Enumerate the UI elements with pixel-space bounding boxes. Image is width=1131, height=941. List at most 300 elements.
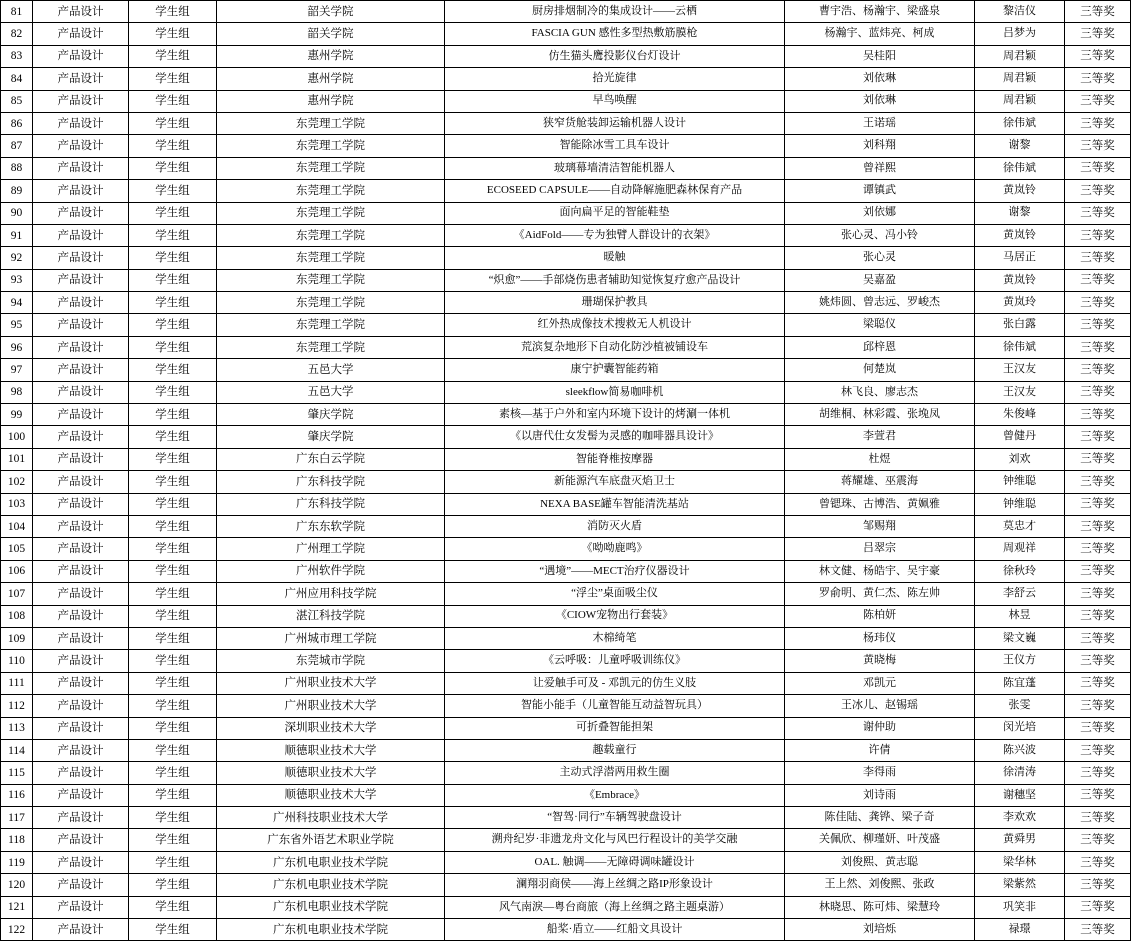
cell-author: 蒋耀雄、巫震海: [785, 471, 975, 493]
cell-serial-number: 109: [1, 627, 33, 649]
cell-serial-number: 93: [1, 269, 33, 291]
cell-serial-number: 90: [1, 202, 33, 224]
table-row: [1, 896, 1131, 918]
cell-group: 学生组: [129, 202, 217, 224]
cell-school: 五邑大学: [217, 359, 445, 381]
cell-prize: 三等奖: [1065, 247, 1131, 269]
cell-school: 广州理工学院: [217, 538, 445, 560]
cell-category: 产品设计: [33, 627, 129, 649]
cell-prize: 三等奖: [1065, 157, 1131, 179]
cell-author: 梁聪仪: [785, 314, 975, 336]
cell-school: 广东东软学院: [217, 515, 445, 537]
table-row: [1, 448, 1131, 470]
cell-teacher: 谢穗坚: [975, 784, 1065, 806]
cell-teacher: 黄岚铃: [975, 269, 1065, 291]
cell-prize: 三等奖: [1065, 583, 1131, 605]
cell-work-title: 素核—基于户外和室内环境下设计的烤涮一体机: [445, 404, 785, 426]
cell-serial-number: 114: [1, 739, 33, 761]
cell-serial-number: 100: [1, 426, 33, 448]
cell-work-title: 澜翔羽商侯——海上丝绸之路IP形象设计: [445, 874, 785, 896]
cell-teacher: 钟维聪: [975, 471, 1065, 493]
cell-group: 学生组: [129, 471, 217, 493]
cell-author: 杜煜: [785, 448, 975, 470]
cell-prize: 三等奖: [1065, 807, 1131, 829]
cell-teacher: 钟维聪: [975, 493, 1065, 515]
cell-work-title: 狭窄货舱装卸运输机器人设计: [445, 112, 785, 134]
cell-school: 广东机电职业技术学院: [217, 851, 445, 873]
cell-school: 湛江科技学院: [217, 605, 445, 627]
cell-serial-number: 97: [1, 359, 33, 381]
cell-category: 产品设计: [33, 1, 129, 23]
cell-serial-number: 94: [1, 292, 33, 314]
cell-category: 产品设计: [33, 157, 129, 179]
cell-teacher: 王汉友: [975, 359, 1065, 381]
cell-school: 广州职业技术大学: [217, 695, 445, 717]
cell-author: 邹赐翔: [785, 515, 975, 537]
cell-group: 学生组: [129, 1, 217, 23]
cell-author: 姚炜圆、曾志远、罗峻杰: [785, 292, 975, 314]
cell-work-title: 智能小能手（儿童智能互动益智玩具）: [445, 695, 785, 717]
cell-author: 李萱君: [785, 426, 975, 448]
cell-group: 学生组: [129, 896, 217, 918]
cell-prize: 三等奖: [1065, 68, 1131, 90]
cell-group: 学生组: [129, 807, 217, 829]
cell-author: 谢仲助: [785, 717, 975, 739]
cell-serial-number: 119: [1, 851, 33, 873]
cell-serial-number: 101: [1, 448, 33, 470]
cell-category: 产品设计: [33, 202, 129, 224]
cell-serial-number: 108: [1, 605, 33, 627]
cell-work-title: 拾光旋律: [445, 68, 785, 90]
cell-author: 邱梓恩: [785, 336, 975, 358]
cell-school: 广东机电职业技术学院: [217, 896, 445, 918]
cell-category: 产品设计: [33, 269, 129, 291]
cell-teacher: 闵光培: [975, 717, 1065, 739]
cell-work-title: “炽愈”——手部烧伤患者辅助知觉恢复疗愈产品设计: [445, 269, 785, 291]
table-row: [1, 90, 1131, 112]
cell-serial-number: 111: [1, 672, 33, 694]
cell-category: 产品设计: [33, 493, 129, 515]
cell-teacher: 周观祥: [975, 538, 1065, 560]
cell-prize: 三等奖: [1065, 224, 1131, 246]
cell-category: 产品设计: [33, 135, 129, 157]
table-row: [1, 851, 1131, 873]
table-row: [1, 695, 1131, 717]
table-row: [1, 269, 1131, 291]
cell-teacher: 李舒云: [975, 583, 1065, 605]
cell-group: 学生组: [129, 112, 217, 134]
cell-prize: 三等奖: [1065, 919, 1131, 941]
table-row: [1, 605, 1131, 627]
cell-prize: 三等奖: [1065, 784, 1131, 806]
cell-category: 产品设计: [33, 292, 129, 314]
cell-teacher: 莫忠才: [975, 515, 1065, 537]
cell-work-title: “智驾·同行”车辆驾驶盘设计: [445, 807, 785, 829]
cell-teacher: 吕梦为: [975, 23, 1065, 45]
cell-group: 学生组: [129, 314, 217, 336]
cell-author: 关佩欣、柳瑾妍、叶茂盛: [785, 829, 975, 851]
cell-serial-number: 89: [1, 180, 33, 202]
cell-group: 学生组: [129, 515, 217, 537]
cell-work-title: 消防灭火盾: [445, 515, 785, 537]
table-row: [1, 381, 1131, 403]
cell-group: 学生组: [129, 672, 217, 694]
table-row: [1, 471, 1131, 493]
cell-category: 产品设计: [33, 23, 129, 45]
cell-teacher: 黄岚玲: [975, 292, 1065, 314]
cell-school: 广州职业技术大学: [217, 672, 445, 694]
cell-group: 学生组: [129, 851, 217, 873]
cell-author: 王冰儿、赵锡瑶: [785, 695, 975, 717]
cell-school: 顺德职业技术大学: [217, 762, 445, 784]
cell-category: 产品设计: [33, 650, 129, 672]
cell-author: 刘依娜: [785, 202, 975, 224]
cell-serial-number: 106: [1, 560, 33, 582]
cell-author: 胡维桐、林彩霞、张堍凤: [785, 404, 975, 426]
cell-teacher: 黄岚铃: [975, 224, 1065, 246]
cell-teacher: 刘欢: [975, 448, 1065, 470]
cell-category: 产品设计: [33, 695, 129, 717]
cell-group: 学生组: [129, 605, 217, 627]
cell-prize: 三等奖: [1065, 314, 1131, 336]
cell-teacher: 梁华林: [975, 851, 1065, 873]
cell-teacher: 陈兴波: [975, 739, 1065, 761]
cell-prize: 三等奖: [1065, 851, 1131, 873]
cell-prize: 三等奖: [1065, 448, 1131, 470]
cell-school: 东莞理工学院: [217, 336, 445, 358]
table-row: [1, 112, 1131, 134]
cell-school: 东莞理工学院: [217, 180, 445, 202]
cell-serial-number: 95: [1, 314, 33, 336]
cell-author: 罗俞明、黄仁杰、陈左帅: [785, 583, 975, 605]
cell-prize: 三等奖: [1065, 627, 1131, 649]
cell-school: 肇庆学院: [217, 404, 445, 426]
cell-teacher: 张白露: [975, 314, 1065, 336]
table-row: [1, 874, 1131, 896]
cell-prize: 三等奖: [1065, 896, 1131, 918]
cell-prize: 三等奖: [1065, 471, 1131, 493]
table-row: [1, 426, 1131, 448]
cell-work-title: 《以唐代仕女发髻为灵感的咖啡器具设计》: [445, 426, 785, 448]
cell-group: 学生组: [129, 292, 217, 314]
cell-work-title: 主动式浮潜两用救生圈: [445, 762, 785, 784]
cell-prize: 三等奖: [1065, 90, 1131, 112]
cell-school: 广东机电职业技术学院: [217, 874, 445, 896]
cell-prize: 三等奖: [1065, 650, 1131, 672]
cell-work-title: “浮尘”桌面吸尘仪: [445, 583, 785, 605]
cell-prize: 三等奖: [1065, 538, 1131, 560]
cell-category: 产品设计: [33, 896, 129, 918]
cell-teacher: 谢黎: [975, 135, 1065, 157]
cell-work-title: 《AidFold——专为独臂人群设计的衣架》: [445, 224, 785, 246]
cell-teacher: 张雯: [975, 695, 1065, 717]
cell-teacher: 黎洁仪: [975, 1, 1065, 23]
cell-work-title: 仿生猫头鹰投影仪台灯设计: [445, 45, 785, 67]
table-row: [1, 784, 1131, 806]
table-row: [1, 404, 1131, 426]
cell-work-title: 暖触: [445, 247, 785, 269]
cell-category: 产品设计: [33, 919, 129, 941]
cell-category: 产品设计: [33, 381, 129, 403]
cell-serial-number: 115: [1, 762, 33, 784]
cell-category: 产品设计: [33, 448, 129, 470]
cell-category: 产品设计: [33, 68, 129, 90]
cell-work-title: 溯舟纪岁·非遗龙舟文化与风巴行程设计的美学交融: [445, 829, 785, 851]
cell-prize: 三等奖: [1065, 23, 1131, 45]
cell-school: 顺德职业技术大学: [217, 739, 445, 761]
cell-prize: 三等奖: [1065, 202, 1131, 224]
cell-school: 广东省外语艺术职业学院: [217, 829, 445, 851]
table-row: [1, 672, 1131, 694]
cell-category: 产品设计: [33, 515, 129, 537]
cell-category: 产品设计: [33, 180, 129, 202]
cell-author: 刘俊熙、黄志聪: [785, 851, 975, 873]
table-row: [1, 583, 1131, 605]
cell-group: 学生组: [129, 180, 217, 202]
cell-school: 广东机电职业技术学院: [217, 919, 445, 941]
table-row: [1, 538, 1131, 560]
cell-school: 惠州学院: [217, 68, 445, 90]
cell-author: 吕翠宗: [785, 538, 975, 560]
table-row: [1, 292, 1131, 314]
cell-group: 学生组: [129, 269, 217, 291]
table-row: [1, 202, 1131, 224]
cell-school: 惠州学院: [217, 45, 445, 67]
cell-school: 广州应用科技学院: [217, 583, 445, 605]
cell-teacher: 禄璟: [975, 919, 1065, 941]
cell-teacher: 林昱: [975, 605, 1065, 627]
cell-serial-number: 104: [1, 515, 33, 537]
cell-group: 学生组: [129, 874, 217, 896]
cell-serial-number: 91: [1, 224, 33, 246]
cell-prize: 三等奖: [1065, 292, 1131, 314]
cell-work-title: “遇境”——MECT治疗仪器设计: [445, 560, 785, 582]
table-row: [1, 135, 1131, 157]
cell-school: 广东白云学院: [217, 448, 445, 470]
cell-prize: 三等奖: [1065, 515, 1131, 537]
cell-category: 产品设计: [33, 112, 129, 134]
cell-category: 产品设计: [33, 359, 129, 381]
cell-teacher: 朱俊峰: [975, 404, 1065, 426]
cell-prize: 三等奖: [1065, 717, 1131, 739]
cell-author: 谭镇武: [785, 180, 975, 202]
cell-author: 曹宇浩、杨瀚宇、梁盛泉: [785, 1, 975, 23]
cell-work-title: 《Embrace》: [445, 784, 785, 806]
cell-group: 学生组: [129, 426, 217, 448]
cell-work-title: 让爱触手可及 - 邓凯元的仿生义肢: [445, 672, 785, 694]
cell-author: 李得雨: [785, 762, 975, 784]
cell-author: 吴桂阳: [785, 45, 975, 67]
cell-school: 韶关学院: [217, 23, 445, 45]
cell-teacher: 梁文巍: [975, 627, 1065, 649]
table-row: [1, 336, 1131, 358]
cell-group: 学生组: [129, 157, 217, 179]
cell-category: 产品设计: [33, 829, 129, 851]
cell-group: 学生组: [129, 538, 217, 560]
cell-serial-number: 85: [1, 90, 33, 112]
cell-teacher: 徐伟斌: [975, 157, 1065, 179]
cell-serial-number: 82: [1, 23, 33, 45]
cell-group: 学生组: [129, 224, 217, 246]
cell-serial-number: 86: [1, 112, 33, 134]
cell-serial-number: 92: [1, 247, 33, 269]
cell-prize: 三等奖: [1065, 695, 1131, 717]
cell-group: 学生组: [129, 627, 217, 649]
cell-category: 产品设计: [33, 784, 129, 806]
cell-prize: 三等奖: [1065, 404, 1131, 426]
cell-category: 产品设计: [33, 807, 129, 829]
cell-school: 东莞理工学院: [217, 314, 445, 336]
cell-author: 王诺瑶: [785, 112, 975, 134]
cell-teacher: 马居正: [975, 247, 1065, 269]
cell-school: 广州城市理工学院: [217, 627, 445, 649]
cell-serial-number: 118: [1, 829, 33, 851]
cell-author: 林文健、杨皓宇、吴宇豪: [785, 560, 975, 582]
cell-school: 东莞城市学院: [217, 650, 445, 672]
table-row: [1, 1, 1131, 23]
cell-prize: 三等奖: [1065, 672, 1131, 694]
cell-serial-number: 88: [1, 157, 33, 179]
cell-prize: 三等奖: [1065, 1, 1131, 23]
cell-group: 学生组: [129, 919, 217, 941]
cell-author: 曾锶珠、古博浩、黄姵雅: [785, 493, 975, 515]
cell-teacher: 黄舜男: [975, 829, 1065, 851]
cell-group: 学生组: [129, 560, 217, 582]
cell-group: 学生组: [129, 695, 217, 717]
table-row: [1, 493, 1131, 515]
table-row: [1, 717, 1131, 739]
cell-author: 杨瀚宇、蓝炜亮、柯成: [785, 23, 975, 45]
cell-school: 广州科技职业技术大学: [217, 807, 445, 829]
cell-teacher: 周君颖: [975, 68, 1065, 90]
cell-work-title: 《呦呦鹿鸣》: [445, 538, 785, 560]
cell-teacher: 周君颖: [975, 45, 1065, 67]
cell-group: 学生组: [129, 583, 217, 605]
cell-work-title: 趣载童行: [445, 739, 785, 761]
cell-author: 何楚岚: [785, 359, 975, 381]
cell-school: 东莞理工学院: [217, 135, 445, 157]
cell-work-title: 厨房排烟制冷的集成设计——云栖: [445, 1, 785, 23]
cell-work-title: 可折叠智能担架: [445, 717, 785, 739]
cell-category: 产品设计: [33, 426, 129, 448]
cell-serial-number: 113: [1, 717, 33, 739]
cell-group: 学生组: [129, 45, 217, 67]
cell-group: 学生组: [129, 247, 217, 269]
cell-work-title: 早鸟唤醒: [445, 90, 785, 112]
cell-work-title: 船桨·盾立——红船文具设计: [445, 919, 785, 941]
cell-prize: 三等奖: [1065, 180, 1131, 202]
cell-serial-number: 96: [1, 336, 33, 358]
cell-work-title: sleekflow简易咖啡机: [445, 381, 785, 403]
cell-serial-number: 117: [1, 807, 33, 829]
cell-school: 东莞理工学院: [217, 247, 445, 269]
cell-work-title: 风气南淚—粤台商旅（海上丝绸之路主题桌游）: [445, 896, 785, 918]
cell-work-title: 玻璃幕墙清洁智能机器人: [445, 157, 785, 179]
cell-group: 学生组: [129, 359, 217, 381]
cell-school: 深圳职业技术大学: [217, 717, 445, 739]
cell-work-title: 《云呼吸：儿童呼吸训练仪》: [445, 650, 785, 672]
cell-school: 东莞理工学院: [217, 202, 445, 224]
cell-school: 东莞理工学院: [217, 157, 445, 179]
cell-prize: 三等奖: [1065, 560, 1131, 582]
cell-author: 刘依琳: [785, 68, 975, 90]
cell-group: 学生组: [129, 381, 217, 403]
cell-category: 产品设计: [33, 224, 129, 246]
cell-serial-number: 98: [1, 381, 33, 403]
cell-school: 广东科技学院: [217, 471, 445, 493]
cell-category: 产品设计: [33, 538, 129, 560]
cell-teacher: 周君颖: [975, 90, 1065, 112]
table-row: [1, 359, 1131, 381]
cell-author: 张心灵: [785, 247, 975, 269]
cell-category: 产品设计: [33, 471, 129, 493]
table-row: [1, 180, 1131, 202]
cell-teacher: 李欢欢: [975, 807, 1065, 829]
cell-group: 学生组: [129, 336, 217, 358]
cell-author: 陈柏妍: [785, 605, 975, 627]
cell-prize: 三等奖: [1065, 874, 1131, 896]
cell-serial-number: 107: [1, 583, 33, 605]
cell-school: 顺德职业技术大学: [217, 784, 445, 806]
cell-author: 刘依琳: [785, 90, 975, 112]
cell-prize: 三等奖: [1065, 135, 1131, 157]
table-row: [1, 45, 1131, 67]
table-row: [1, 157, 1131, 179]
table-row: [1, 515, 1131, 537]
cell-category: 产品设计: [33, 314, 129, 336]
cell-work-title: 康宁护囊智能药箱: [445, 359, 785, 381]
cell-prize: 三等奖: [1065, 426, 1131, 448]
table-body: [1, 1, 1131, 941]
table-row: [1, 68, 1131, 90]
cell-work-title: NEXA BASE罐车智能清洗基站: [445, 493, 785, 515]
cell-author: 陈佳陆、龚铧、梁子奇: [785, 807, 975, 829]
cell-author: 杨玮仪: [785, 627, 975, 649]
cell-teacher: 梁紫然: [975, 874, 1065, 896]
cell-school: 广州软件学院: [217, 560, 445, 582]
table-row: [1, 23, 1131, 45]
cell-group: 学生组: [129, 448, 217, 470]
cell-teacher: 王汉友: [975, 381, 1065, 403]
cell-serial-number: 122: [1, 919, 33, 941]
cell-school: 惠州学院: [217, 90, 445, 112]
cell-serial-number: 112: [1, 695, 33, 717]
cell-category: 产品设计: [33, 583, 129, 605]
cell-work-title: 智能除冰雪工具车设计: [445, 135, 785, 157]
cell-work-title: 面向扁平足的智能鞋垫: [445, 202, 785, 224]
table-row: [1, 247, 1131, 269]
cell-group: 学生组: [129, 650, 217, 672]
cell-work-title: 新能源汽车底盘灭焰卫士: [445, 471, 785, 493]
cell-school: 东莞理工学院: [217, 224, 445, 246]
table-row: [1, 314, 1131, 336]
cell-work-title: 荒滨复杂地形下自动化防沙植被铺设车: [445, 336, 785, 358]
cell-work-title: FASCIA GUN 感性多型热敷筋膜枪: [445, 23, 785, 45]
cell-category: 产品设计: [33, 762, 129, 784]
cell-serial-number: 110: [1, 650, 33, 672]
cell-school: 五邑大学: [217, 381, 445, 403]
cell-teacher: 黄岚铃: [975, 180, 1065, 202]
cell-category: 产品设计: [33, 605, 129, 627]
cell-author: 刘科翔: [785, 135, 975, 157]
table-row: [1, 650, 1131, 672]
cell-teacher: 徐伟斌: [975, 112, 1065, 134]
cell-teacher: 巩笑非: [975, 896, 1065, 918]
cell-author: 林飞良、廖志杰: [785, 381, 975, 403]
cell-author: 王上然、刘俊熙、张政: [785, 874, 975, 896]
cell-prize: 三等奖: [1065, 359, 1131, 381]
cell-group: 学生组: [129, 717, 217, 739]
